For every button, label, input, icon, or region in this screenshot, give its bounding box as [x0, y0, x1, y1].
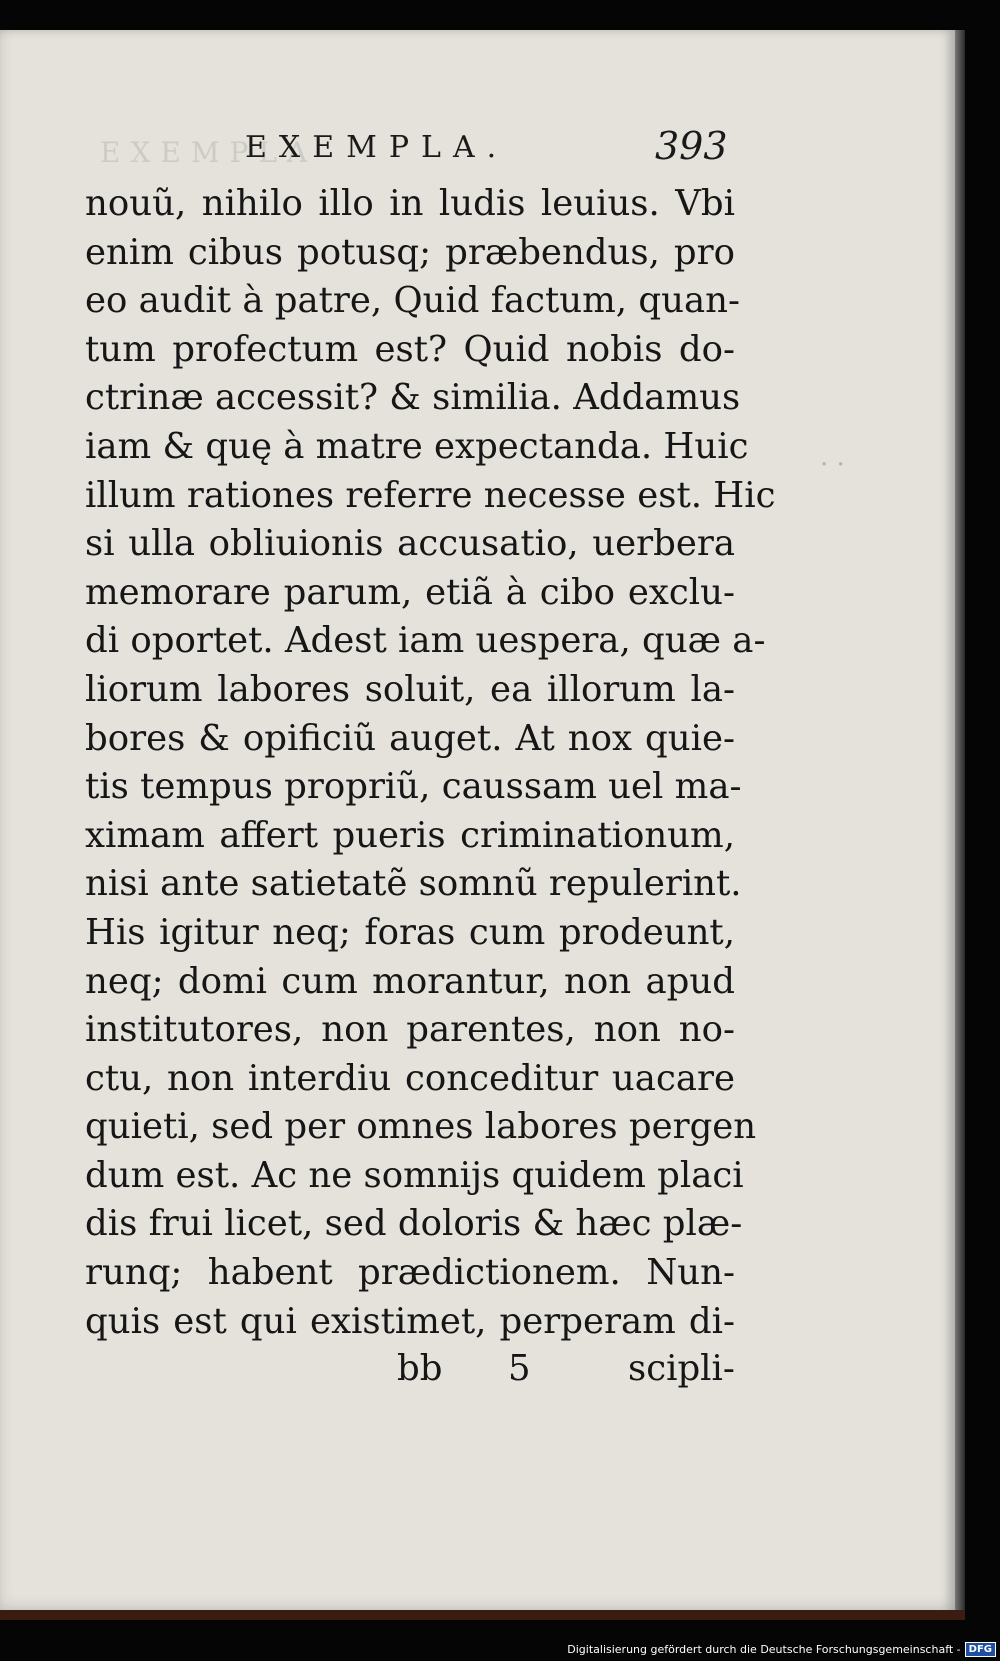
- text-line: ximam affert pueris criminationum,: [85, 814, 735, 856]
- text-line: nisi ante satietatẽ somnũ repulerint.: [85, 863, 742, 905]
- book-page: [0, 30, 955, 1615]
- text-line: nouũ, nihilo illo in ludis leuius. Vbi: [85, 183, 735, 224]
- bleed-through-mark: · ·: [820, 450, 845, 480]
- text-line: iam & quę à matre expectanda. Huic: [85, 425, 749, 467]
- text-line: ctu, non interdiu conceditur uacare: [85, 1057, 735, 1099]
- text-line: quis est qui existimet, perperam di-: [85, 1300, 735, 1342]
- text-line: runq; habent prædictionem. Nun-: [85, 1252, 735, 1294]
- page-edge: [955, 30, 965, 1615]
- page-bottom-band: [0, 1610, 965, 1620]
- body-text: [85, 180, 776, 1346]
- text-line: di oportet. Adest iam uespera, quæ a-: [85, 620, 766, 662]
- page-header: [0, 124, 955, 174]
- text-line: illum rationes referre necesse est. Hic: [85, 474, 776, 516]
- signature-mark: bb: [397, 1348, 443, 1389]
- text-line: quieti, sed per omnes labores pergen: [85, 1106, 757, 1148]
- running-head: EXEMPLA.: [245, 130, 509, 165]
- text-line: dum est. Ac ne somnijs quidem placi: [85, 1154, 744, 1196]
- text-line: si ulla obliuionis accusatio, uerbera: [85, 523, 735, 565]
- bleed-through-text: EXEMPLA: [100, 136, 318, 169]
- dfg-logo: DFG: [965, 1642, 996, 1657]
- text-line: institutores, non parentes, non no-: [85, 1009, 735, 1051]
- text-line: memorare parum, etiã à cibo exclu-: [85, 571, 735, 613]
- credit-text: Digitalisierung gefördert durch die Deutsche Forschungsgemeinschaft -: [567, 1643, 961, 1656]
- text-line: ctrinæ accessit? & similia. Addamus: [85, 377, 741, 419]
- catchword: scipli-: [628, 1348, 735, 1389]
- signature-line: [0, 1348, 955, 1398]
- signature-number: 5: [508, 1348, 531, 1389]
- text-line: tis tempus propriũ, caussam uel ma-: [85, 766, 742, 808]
- text-line: dis frui licet, sed doloris & hæc plæ-: [85, 1203, 743, 1245]
- text-line: bores & opificiũ auget. At nox quie-: [85, 717, 735, 759]
- text-line: liorum labores soluit, ea illorum la-: [85, 668, 735, 710]
- text-line: enim cibus potusq; præbendus, pro: [85, 231, 735, 273]
- page-number: 393: [655, 124, 728, 168]
- text-line: neq; domi cum morantur, non apud: [85, 960, 735, 1002]
- text-line: tum profectum est? Quid nobis do-: [85, 328, 735, 370]
- text-line: eo audit à patre, Quid factum, quan-: [85, 280, 740, 322]
- digitization-credit: [567, 1642, 996, 1657]
- text-line: His igitur neq; foras cum prodeunt,: [85, 911, 735, 953]
